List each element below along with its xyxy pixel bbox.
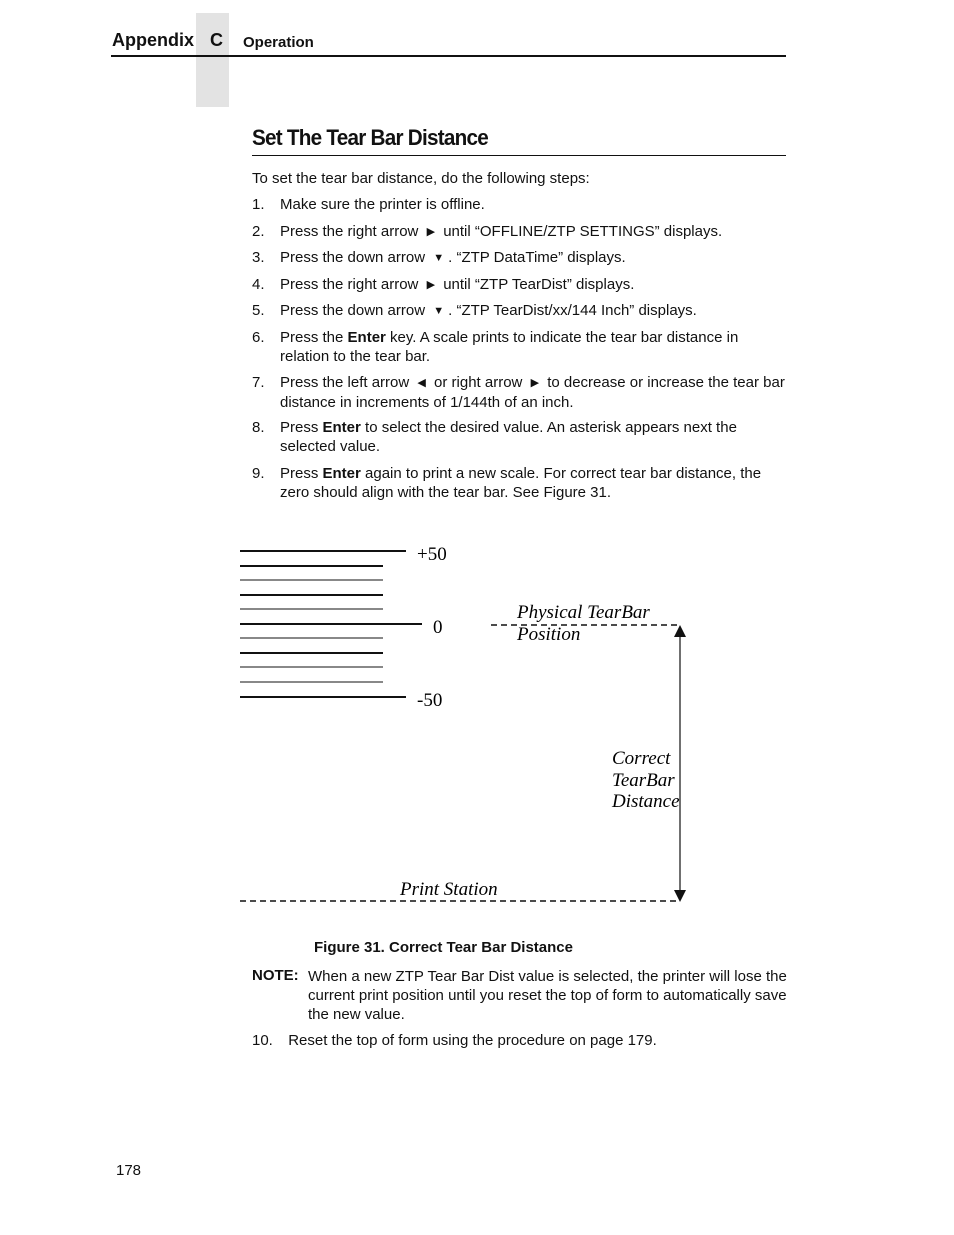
correct-distance-label-2: TearBar [612, 770, 675, 791]
text-run: Press the right arrow [280, 276, 423, 293]
page-title: Set The Tear Bar Distance [252, 125, 488, 150]
physical-tearbar-label-1: Physical TearBar [517, 602, 650, 623]
text-run: Press [280, 419, 323, 436]
step-number: 8. [252, 419, 265, 436]
key-name: Enter [322, 465, 361, 482]
text-run: . “ZTP DataTime” displays. [448, 249, 626, 266]
label-plus50: +50 [417, 544, 447, 565]
text-run: Make sure the printer is offline. [280, 196, 485, 213]
text-run: again to print a new scale. For correct tear bar distance, the zero should align with the tear bar. See Figure 31. [280, 465, 762, 501]
label-minus50: -50 [417, 690, 443, 711]
down-arrow-icon: ▼ [433, 252, 445, 264]
page-number: 178 [116, 1162, 142, 1179]
appendix-letter: C [210, 30, 224, 50]
text-run: key. A scale prints to indicate the tear bar distance in relation to the tear bar. [280, 329, 739, 365]
step-text [280, 328, 788, 366]
print-station-label: Print Station [400, 879, 498, 900]
intro-text: To set the tear bar distance, do the following steps: [252, 170, 590, 187]
step-number: 6. [252, 329, 265, 346]
scale-marks [240, 551, 422, 697]
left-arrow-icon: ◀ [417, 377, 426, 389]
text-run: until “ZTP TearDist” displays. [439, 276, 635, 293]
correct-distance-label-1: Correct [612, 748, 671, 769]
step-number: 5. [252, 302, 265, 319]
key-name: Enter [322, 419, 361, 436]
appendix-tab [196, 13, 229, 107]
step-number: 1. [252, 196, 265, 213]
step-text [280, 418, 788, 456]
text-run: until “OFFLINE/ZTP SETTINGS” displays. [439, 223, 723, 240]
text-run: Press the [280, 329, 348, 346]
arrow-down-icon [674, 890, 686, 902]
right-arrow-icon: ▶ [426, 279, 436, 291]
step-number: 10. [252, 1032, 273, 1049]
text-run: or right arrow [429, 374, 527, 391]
step-text [280, 248, 788, 268]
step-text [280, 464, 788, 502]
header-rule [111, 55, 786, 57]
step-text [280, 301, 788, 321]
text-run: . “ZTP TearDist/xx/144 Inch” displays. [448, 302, 697, 319]
step-text [280, 275, 788, 295]
tear-bar-figure [240, 540, 700, 910]
appendix-label: Appendix [112, 30, 195, 50]
note-label: NOTE: [252, 967, 299, 984]
step-number: 3. [252, 249, 265, 266]
text-run: to decrease or increase the tear bar distance in increments of 1/144th of an inch. [280, 374, 785, 411]
step-number: 2. [252, 223, 265, 240]
step-number: 4. [252, 276, 265, 293]
note-text: When a new ZTP Tear Bar Dist value is selected, the printer will lose the current print position until you reset the top of form to automatically save the new value. [308, 968, 787, 1023]
step-number: 7. [252, 374, 265, 391]
key-name: Enter [347, 329, 386, 346]
section-name: Operation [243, 34, 314, 51]
appendix-heading [112, 30, 223, 51]
step-text [280, 222, 788, 242]
right-arrow-icon: ▶ [426, 226, 436, 238]
text-run: Press the left arrow [280, 374, 414, 391]
step-10 [252, 1031, 657, 1050]
step-text [280, 195, 788, 214]
right-arrow-icon: ▶ [530, 377, 540, 389]
step-text [280, 373, 788, 412]
arrow-up-icon [674, 625, 686, 637]
correct-distance-label-3: Distance [612, 791, 680, 812]
figure-caption: Figure 31. Correct Tear Bar Distance [314, 939, 573, 956]
label-zero: 0 [433, 617, 443, 638]
text-run: to select the desired value. An asterisk appears next the selected value. [280, 419, 737, 455]
text-run: Press the right arrow [280, 223, 423, 240]
text-run: Press the down arrow [280, 249, 430, 266]
title-rule [252, 155, 786, 156]
text-run: Press the down arrow [280, 302, 430, 319]
down-arrow-icon: ▼ [433, 305, 445, 317]
step-number: 9. [252, 465, 265, 482]
physical-tearbar-label-2: Position [517, 624, 581, 645]
text-run: Press [280, 465, 323, 482]
step-text: Reset the top of form using the procedure on page 179. [288, 1032, 657, 1049]
